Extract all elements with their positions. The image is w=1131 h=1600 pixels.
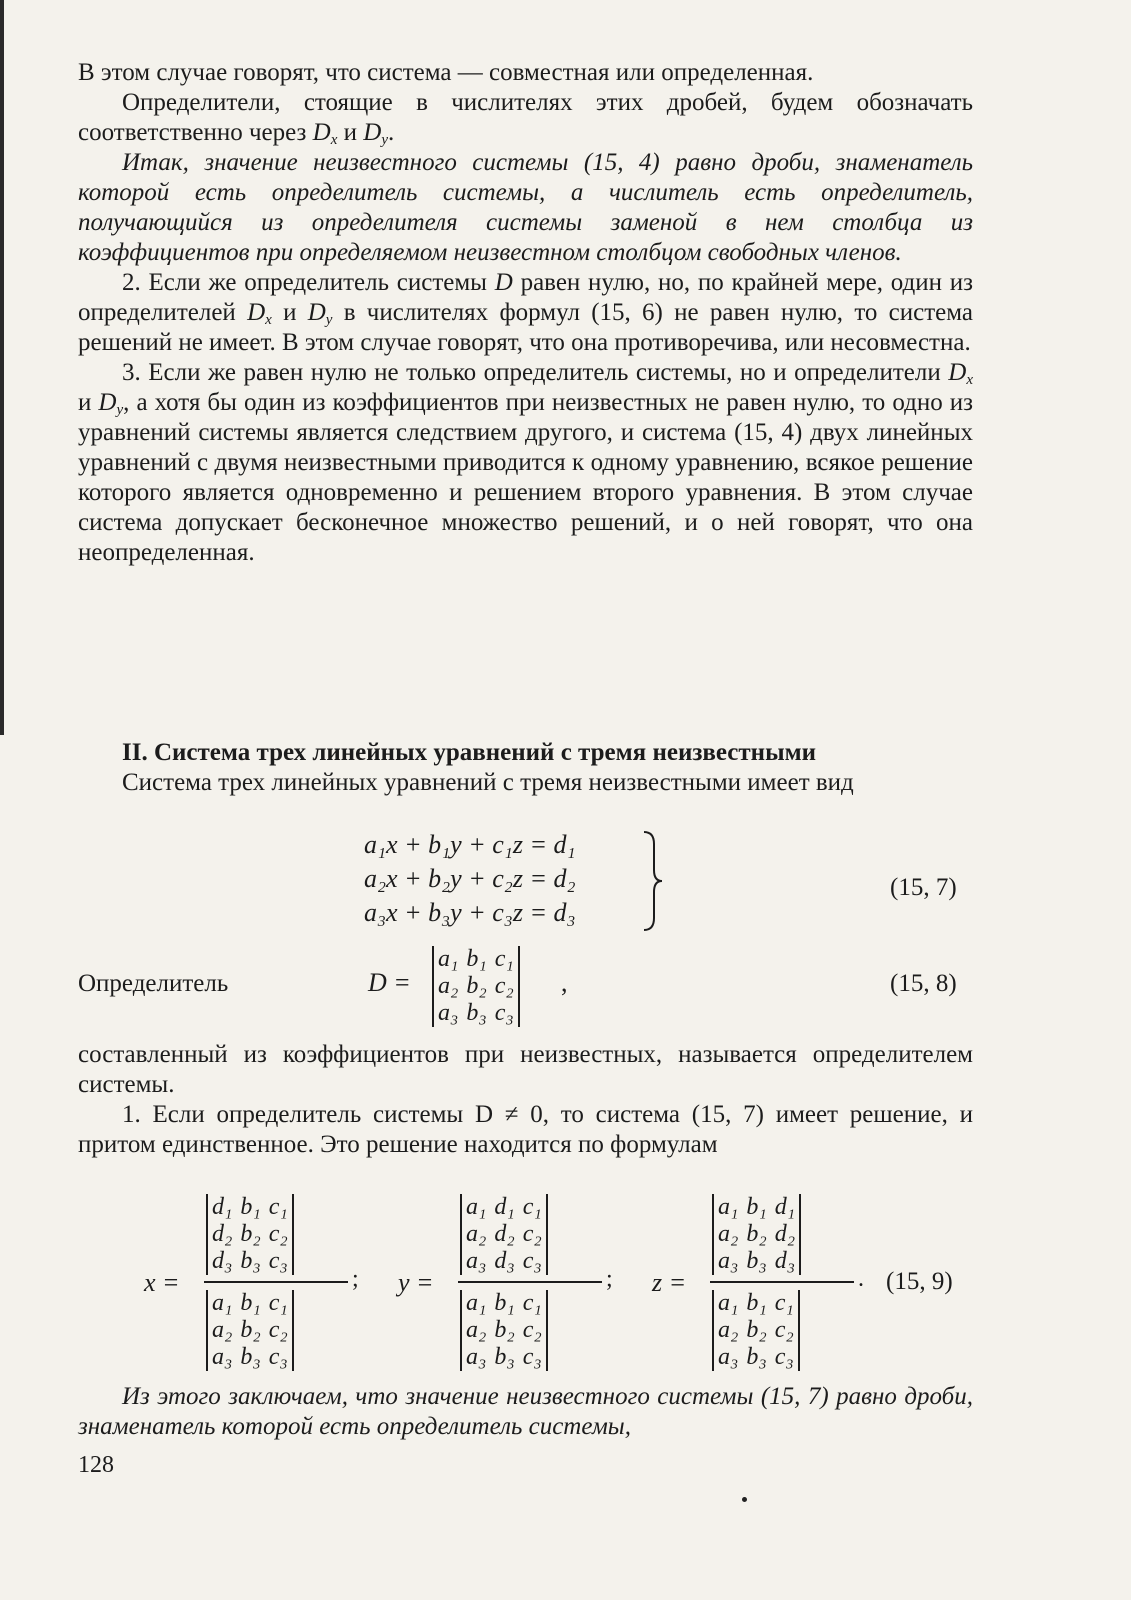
paragraph-1: В этом случае говорят, что система — совместная или определенная. [78,59,814,86]
cell: c₁ [522,1290,542,1316]
cell: c₂ [268,1317,288,1343]
page-number: 128 [78,1452,114,1478]
cell: c₁ [522,1194,542,1220]
text-block-middle [78,1040,973,1160]
cell: a₂ [466,1317,487,1343]
equation-number-15-9: (15, 9) [886,1268,953,1295]
cell: c₁ [774,1290,794,1316]
det-cell: c₁ [494,946,514,972]
paragraph-2: Определители, стоящие в числителях этих дробей, будем обозначать соответственно через $D_x$ и $D_y$. [78,89,973,148]
cell: d₃ [212,1248,233,1274]
system-row: a₂x + b₂y + c₂z = d₂ [364,864,576,893]
cell: a₂ [718,1317,739,1343]
text-block-bottom [78,1382,973,1442]
scan-speck [742,1497,747,1502]
cell: a₁ [718,1194,739,1220]
p4-d: в числителях формул (15, 6) не равен нулю, то система решений не имеет. В этом случае говорят, что она противоречива, или несовместна. [78,299,974,356]
cell: d₂ [494,1221,515,1247]
z-lhs: z = [652,1268,687,1297]
cell: a₁ [718,1290,739,1316]
cell: c₃ [522,1248,542,1274]
system-row: a₃x + b₃y + c₃z = d₃ [364,898,576,927]
equation-number-15-7: (15, 7) [890,874,957,901]
x-denominator [206,1290,294,1371]
cell: b₃ [746,1248,767,1274]
det-cell: b₂ [466,973,487,999]
y-lhs: y = [398,1268,434,1297]
cell: d₁ [494,1194,515,1220]
cell: b₂ [494,1317,515,1343]
cell: b₁ [494,1290,515,1316]
cell: b₂ [746,1317,767,1343]
text-block-top [78,58,973,568]
paragraph-6: 1. Если определитель системы D ≠ 0, то система (15, 7) имеет решение, и притом единственное. Это решение находится по формулам [78,1101,973,1158]
x-numerator [206,1194,294,1275]
cell: d₁ [212,1194,233,1220]
cell: d₃ [494,1248,515,1274]
p4-c: и [283,299,297,326]
cell: c₂ [522,1317,542,1343]
y-fraction-bar [458,1281,602,1283]
cell: c₃ [774,1344,794,1370]
cell: a₁ [466,1194,487,1220]
paragraph-5 [78,358,973,568]
p5-a: 3. Если же равен нулю не только определитель системы, но и определители [122,359,941,386]
cell: a₂ [718,1221,739,1247]
p4-b: равен нулю, но, по крайней мере, один из определителей [78,269,974,326]
p5-dy: $D_y$ [98,389,124,418]
cell: a₃ [718,1344,739,1370]
cell: b₁ [240,1290,261,1316]
equation-system [364,828,576,930]
cell: b₂ [746,1221,767,1247]
cell: b₂ [240,1221,261,1247]
y-punct: ; [606,1266,613,1292]
cell: d₃ [774,1248,796,1274]
det-cell: a₃ [438,1000,459,1026]
x-fraction-bar [204,1281,348,1283]
cell: a₂ [466,1221,487,1247]
cell: b₁ [746,1194,767,1220]
det-cell: b₁ [466,946,487,972]
paragraph-7-italic: Из этого заключаем, что значение неизвестного системы (15, 7) равно дроби, знаменатель которой есть определитель системы, [78,1383,973,1440]
equation-number-15-8: (15, 8) [890,970,957,997]
cell: c₃ [522,1344,542,1370]
section-intro: Система трех линейных уравнений с тремя неизвестными имеет вид [122,769,854,796]
section-heading: II. Система трех линейных уравнений с тремя неизвестными [122,739,817,766]
cell: a₁ [212,1290,233,1316]
paragraph-3-italic: Итак, значение неизвестного системы (15, 4) равно дроби, знаменатель которой есть определитель системы, а числитель есть определитель, получающийся из определителя системы заменой в нем столбца из коэффициентов при определяемом неизвестном столбцом свободных членов. [78,149,973,266]
cell: a₂ [212,1317,233,1343]
dx-letter: D [312,119,331,146]
cell: c₁ [268,1290,288,1316]
cell: c₂ [774,1317,794,1343]
cell: a₁ [466,1290,487,1316]
y-numerator [460,1194,548,1275]
det-cell: c₃ [494,1000,514,1026]
cell: b₃ [494,1344,515,1370]
system-row: a₁x + b₁y + c₁z = d₁ [364,830,576,859]
determinant-comma: , [561,968,568,997]
cell: a₃ [466,1344,487,1370]
cell: b₁ [746,1290,767,1316]
cell: b₃ [746,1344,767,1370]
cell: a₃ [718,1248,739,1274]
determinant-name: D = [368,968,411,997]
cell: a₃ [212,1344,233,1370]
section-block [78,738,973,798]
p5-b: и [78,389,92,416]
paragraph-4 [78,268,973,358]
p5-dx: $D_x$ [948,359,973,388]
dy-symbol [363,119,388,146]
cell: b₃ [240,1344,261,1370]
cell: d₂ [212,1221,233,1247]
dx-sub: x [330,132,338,148]
z-fraction-bar [710,1281,854,1283]
det-cell: c₂ [494,973,514,999]
paragraph-after-det: составленный из коэффициентов при неизвестных, называется определителем системы. [78,1041,973,1098]
cell: b₃ [240,1248,261,1274]
p4-D: D [494,269,513,296]
determinant-matrix [432,946,520,1027]
cell: c₃ [268,1344,288,1370]
right-brace [640,830,666,932]
det-cell: a₁ [438,946,459,972]
and-word: и [343,119,358,146]
z-denominator [712,1290,800,1371]
cell: b₂ [240,1317,261,1343]
cell: c₃ [268,1248,288,1274]
p5-c: , а хотя бы один из коэффициентов при неизвестных не равен нулю, то одно из уравнений системы является следствием другого, и система (15, 4) двух линейных уравнений с двумя неизвестными приводится к одному уравнению, всякое решение которого является одновременно и решением второго уравнения. В этом случае система допускает бесконечное множество решений, и о ней говорят, что она неопределенная. [78,389,973,566]
det-cell: b₃ [466,1000,487,1026]
paragraph-2-text: Определители, стоящие в числителях этих дробей, будем обозначать соответственно через [78,89,973,146]
cell: d₁ [774,1194,796,1220]
p4-dx: $D_x$ [247,299,272,328]
det-cell: a₂ [438,973,459,999]
x-punct: ; [352,1266,359,1292]
dy-letter: D [363,119,382,146]
z-numerator [712,1194,801,1275]
determinant-label: Определитель [78,970,229,997]
dx-symbol [313,119,338,146]
p4-a: 2. Если же определитель системы [122,269,487,296]
cell: c₁ [268,1194,288,1220]
cell: a₃ [466,1248,487,1274]
cell: c₂ [268,1221,288,1247]
cell: d₂ [774,1221,796,1247]
cell: b₁ [240,1194,261,1220]
y-denominator [460,1290,548,1371]
scan-edge [0,0,4,735]
x-lhs: x = [144,1268,180,1297]
cell: c₂ [522,1221,542,1247]
p4-dy: $D_y$ [307,299,333,328]
z-punct: . [858,1266,864,1292]
dy-sub: y [381,132,389,148]
